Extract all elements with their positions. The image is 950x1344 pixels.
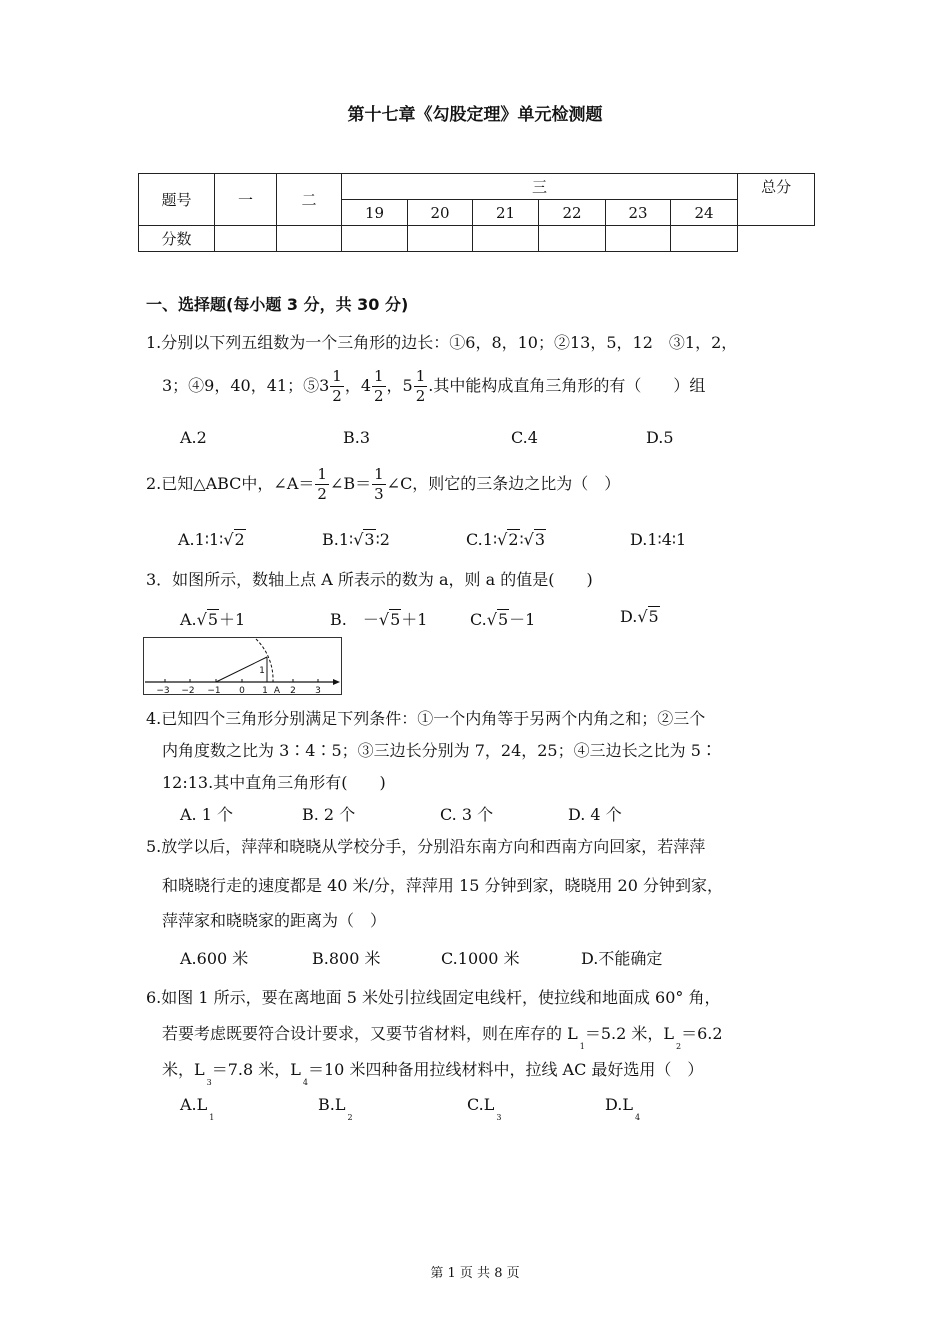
tick-label: 3: [315, 686, 321, 695]
score-table-subcol: 20: [408, 200, 473, 226]
q6-subscript: 2: [675, 1042, 682, 1051]
q6-option-c-text: C.L: [467, 1095, 495, 1114]
q4-line3: 12:13.其中直角三角形有( ): [162, 773, 386, 792]
score-cell: [408, 226, 473, 252]
sqrt-symbol: √5: [378, 610, 401, 629]
q2-option-b-tail: ∶2: [375, 530, 390, 549]
q3-option-c-radicand: 5: [497, 610, 509, 629]
q3-option-a: [180, 607, 245, 630]
score-table-header-score: 分数: [139, 226, 215, 252]
q1-text-b: ，4: [344, 376, 371, 395]
score-table: [138, 173, 815, 252]
q2-fraction-2-num: 1: [374, 465, 384, 483]
q6-line3-text-b: ＝7.8 米，L: [211, 1060, 301, 1079]
score-cell: [671, 226, 738, 252]
q6-option-d-text: D.L: [605, 1095, 633, 1114]
tick-label: 0: [239, 686, 245, 695]
q1-fraction-3: [414, 369, 428, 404]
sqrt-symbol: √3: [353, 530, 375, 549]
q6-option-b-text: B.L: [318, 1095, 346, 1114]
score-table-subcol: 22: [539, 200, 606, 226]
q1-text-c: ，5: [386, 376, 413, 395]
q3-option-b-text: B. －: [330, 610, 379, 629]
tick-label: −1: [207, 686, 221, 695]
q5-line3: 萍萍家和晓晓家的距离为（ ）: [162, 911, 387, 930]
q1-fraction-2-den: 2: [374, 387, 384, 405]
q6-option-a-text: A.L: [180, 1095, 208, 1114]
q2-option-b-radicand: 3: [364, 530, 375, 549]
tick-label: 2: [290, 686, 296, 695]
q2-text-a: 2.已知△ABC中，∠A＝: [146, 474, 315, 493]
q1-fraction-3-den: 2: [415, 387, 426, 405]
q3-option-b-radicand: 5: [390, 610, 401, 629]
q3-option-a-text: A.: [180, 610, 197, 629]
q1-fraction-1-den: 2: [332, 387, 342, 405]
q5-option-d: D.不能确定: [581, 949, 663, 968]
q2-option-d: D.1∶4∶1: [630, 530, 687, 549]
q3-option-d: [620, 607, 660, 626]
q6-subscript: 2: [347, 1113, 353, 1122]
q6-option-a: [180, 1095, 214, 1122]
score-table-col-one: 一: [215, 174, 277, 226]
q6-line1: 6.如图 1 所示，要在离地面 5 米处引拉线固定电线杆，使拉线和地面成 60° 角，: [146, 988, 721, 1007]
tick-label: −2: [181, 686, 195, 695]
score-table-col-three: 三: [342, 174, 738, 200]
q5-option-a: A.600 米: [180, 949, 249, 968]
q3-option-a-tail: ＋1: [219, 610, 246, 629]
q5-option-c: C.1000 米: [441, 949, 520, 968]
q4-line1: 4.已知四个三角形分别满足下列条件：①一个内角等于另两个内角之和；②三个: [146, 709, 706, 728]
q6-line2-text-b: ＝5.2 米，L: [584, 1024, 674, 1043]
q2-stem: [146, 462, 620, 506]
q2-fraction-2: [372, 467, 386, 502]
q2-option-a-text: A.1∶1∶: [178, 530, 224, 549]
score-table-header-question: 题号: [139, 174, 215, 226]
q1-fraction-2: [372, 369, 386, 404]
q6-subscript: 1: [209, 1113, 215, 1122]
score-table-col-total: 总分: [738, 174, 815, 226]
q1-option-a: A.2: [180, 428, 207, 447]
point-a-label: A: [273, 686, 281, 695]
q2-option-a-radicand: 2: [234, 530, 245, 549]
q1-fraction-1: [330, 369, 344, 404]
q2-fraction-1-den: 2: [317, 485, 327, 503]
q6-option-d: [605, 1095, 640, 1122]
sqrt-symbol: √5: [196, 610, 219, 629]
q2-text-b: ∠B＝: [329, 474, 372, 493]
score-cell: [606, 226, 671, 252]
sqrt-symbol: √2: [497, 530, 519, 549]
sqrt-symbol: √5: [486, 610, 509, 629]
q4-option-b: B. 2 个: [302, 805, 356, 824]
q6-subscript: 1: [579, 1042, 585, 1051]
q3-option-d-text: D.: [620, 607, 638, 626]
score-table-subcol: 23: [606, 200, 671, 226]
q2-text-c: ∠C，则它的三条边之比为（ ）: [386, 474, 621, 493]
q3-option-c-tail: －1: [509, 610, 536, 629]
q1-option-c: C.4: [511, 428, 538, 447]
q2-option-c: [466, 530, 546, 549]
q1-fraction-1-num: 1: [332, 367, 342, 385]
axis-arrow-icon: [333, 679, 340, 685]
q6-option-b: [318, 1095, 353, 1122]
q1-line1: 1.分别以下列五组数为一个三角形的边长：①6，8，10；②13，5，12 ③1，2，: [146, 333, 738, 352]
q3-option-d-radicand: 5: [648, 607, 659, 626]
number-line-figure: [143, 637, 342, 695]
sqrt-symbol: √2: [223, 530, 245, 549]
q3-option-b: [330, 607, 427, 630]
q2-option-c-radicand-1: 2: [508, 530, 519, 549]
q2-fraction-1: [315, 467, 329, 502]
q1-fraction-2-num: 1: [374, 367, 384, 385]
q2-option-c-mid: ∶: [519, 530, 524, 549]
tick-label: −3: [156, 686, 170, 695]
q4-option-a: A. 1 个: [180, 805, 233, 824]
score-cell: [215, 226, 277, 252]
q4-option-d: D. 4 个: [568, 805, 622, 824]
q6-line2: [162, 1021, 723, 1051]
score-cell: [473, 226, 539, 252]
q3-stem: 3．如图所示，数轴上点 A 所表示的数为 a，则 a 的值是( ): [146, 570, 593, 589]
q1-fraction-3-num: 1: [415, 367, 426, 385]
page-title: 第十七章《勾股定理》单元检测题: [347, 105, 603, 125]
q5-line2: 和晓晓行走的速度都是 40 米/分，萍萍用 15 分钟到家，晓晓用 20 分钟到家，: [162, 876, 723, 895]
score-table-col-two: 二: [277, 174, 342, 226]
q2-option-a: [178, 530, 246, 549]
q6-line3-text-a: 米，L: [162, 1060, 205, 1079]
q2-option-b: [322, 530, 390, 549]
q6-line2-text-c: ＝6.2: [681, 1024, 723, 1043]
q6-subscript: 3: [206, 1078, 212, 1087]
sqrt-symbol: √3: [523, 530, 546, 549]
score-cell: [277, 226, 342, 252]
q5-line1: 5.放学以后，萍萍和晓晓从学校分手，分别沿东南方向和西南方向回家，若萍萍: [146, 837, 706, 856]
q1-option-d: D.5: [646, 428, 674, 447]
score-cell: [539, 226, 606, 252]
score-table-subcol: 21: [473, 200, 539, 226]
q2-option-c-text: C.1∶: [466, 530, 498, 549]
q1-line2: [162, 364, 705, 408]
tick-label: 1: [262, 686, 268, 695]
section-heading-choice: 一、选择题(每小题 3 分，共 30 分): [146, 295, 409, 314]
q6-subscript: 3: [496, 1113, 502, 1122]
score-table-subcol: 19: [342, 200, 408, 226]
q6-subscript: 4: [302, 1078, 308, 1087]
q2-fraction-2-den: 3: [374, 485, 384, 503]
score-table-subcol: 24: [671, 200, 738, 226]
q6-line2-text-a: 若要考虑既要符合设计要求，又要节省材料，则在库存的 L: [162, 1024, 578, 1043]
q2-option-b-text: B.1∶: [322, 530, 354, 549]
q2-fraction-1-num: 1: [317, 465, 327, 483]
q6-line3-text-c: ＝10 米四种备用拉线材料中，拉线 AC 最好选用（ ）: [308, 1060, 704, 1079]
q3-option-a-radicand: 5: [207, 610, 219, 629]
q4-line2: 内角度数之比为 3∶4∶5；③三边长分别为 7，24，25；④三边长之比为 5∶: [162, 741, 717, 760]
q5-option-b: B.800 米: [312, 949, 381, 968]
q3-option-b-tail: ＋1: [401, 610, 428, 629]
sqrt-symbol: √5: [637, 607, 659, 626]
q6-option-c: [467, 1095, 501, 1122]
height-label: 1: [259, 666, 265, 676]
q3-option-c: [470, 607, 535, 630]
score-cell: [342, 226, 408, 252]
page-footer: 第 1 页 共 8 页: [430, 1266, 520, 1281]
q6-line3: [162, 1057, 703, 1087]
q1-option-b: B.3: [343, 428, 371, 447]
q1-text-a: 3；④9，40，41；⑤3: [162, 376, 330, 395]
q2-option-c-radicand-2: 3: [534, 530, 546, 549]
q1-text-d: .其中能构成直角三角形的有（ ）组: [428, 376, 706, 395]
q3-option-c-text: C.: [470, 610, 487, 629]
q6-subscript: 4: [634, 1113, 641, 1122]
q4-option-c: C. 3 个: [440, 805, 494, 824]
